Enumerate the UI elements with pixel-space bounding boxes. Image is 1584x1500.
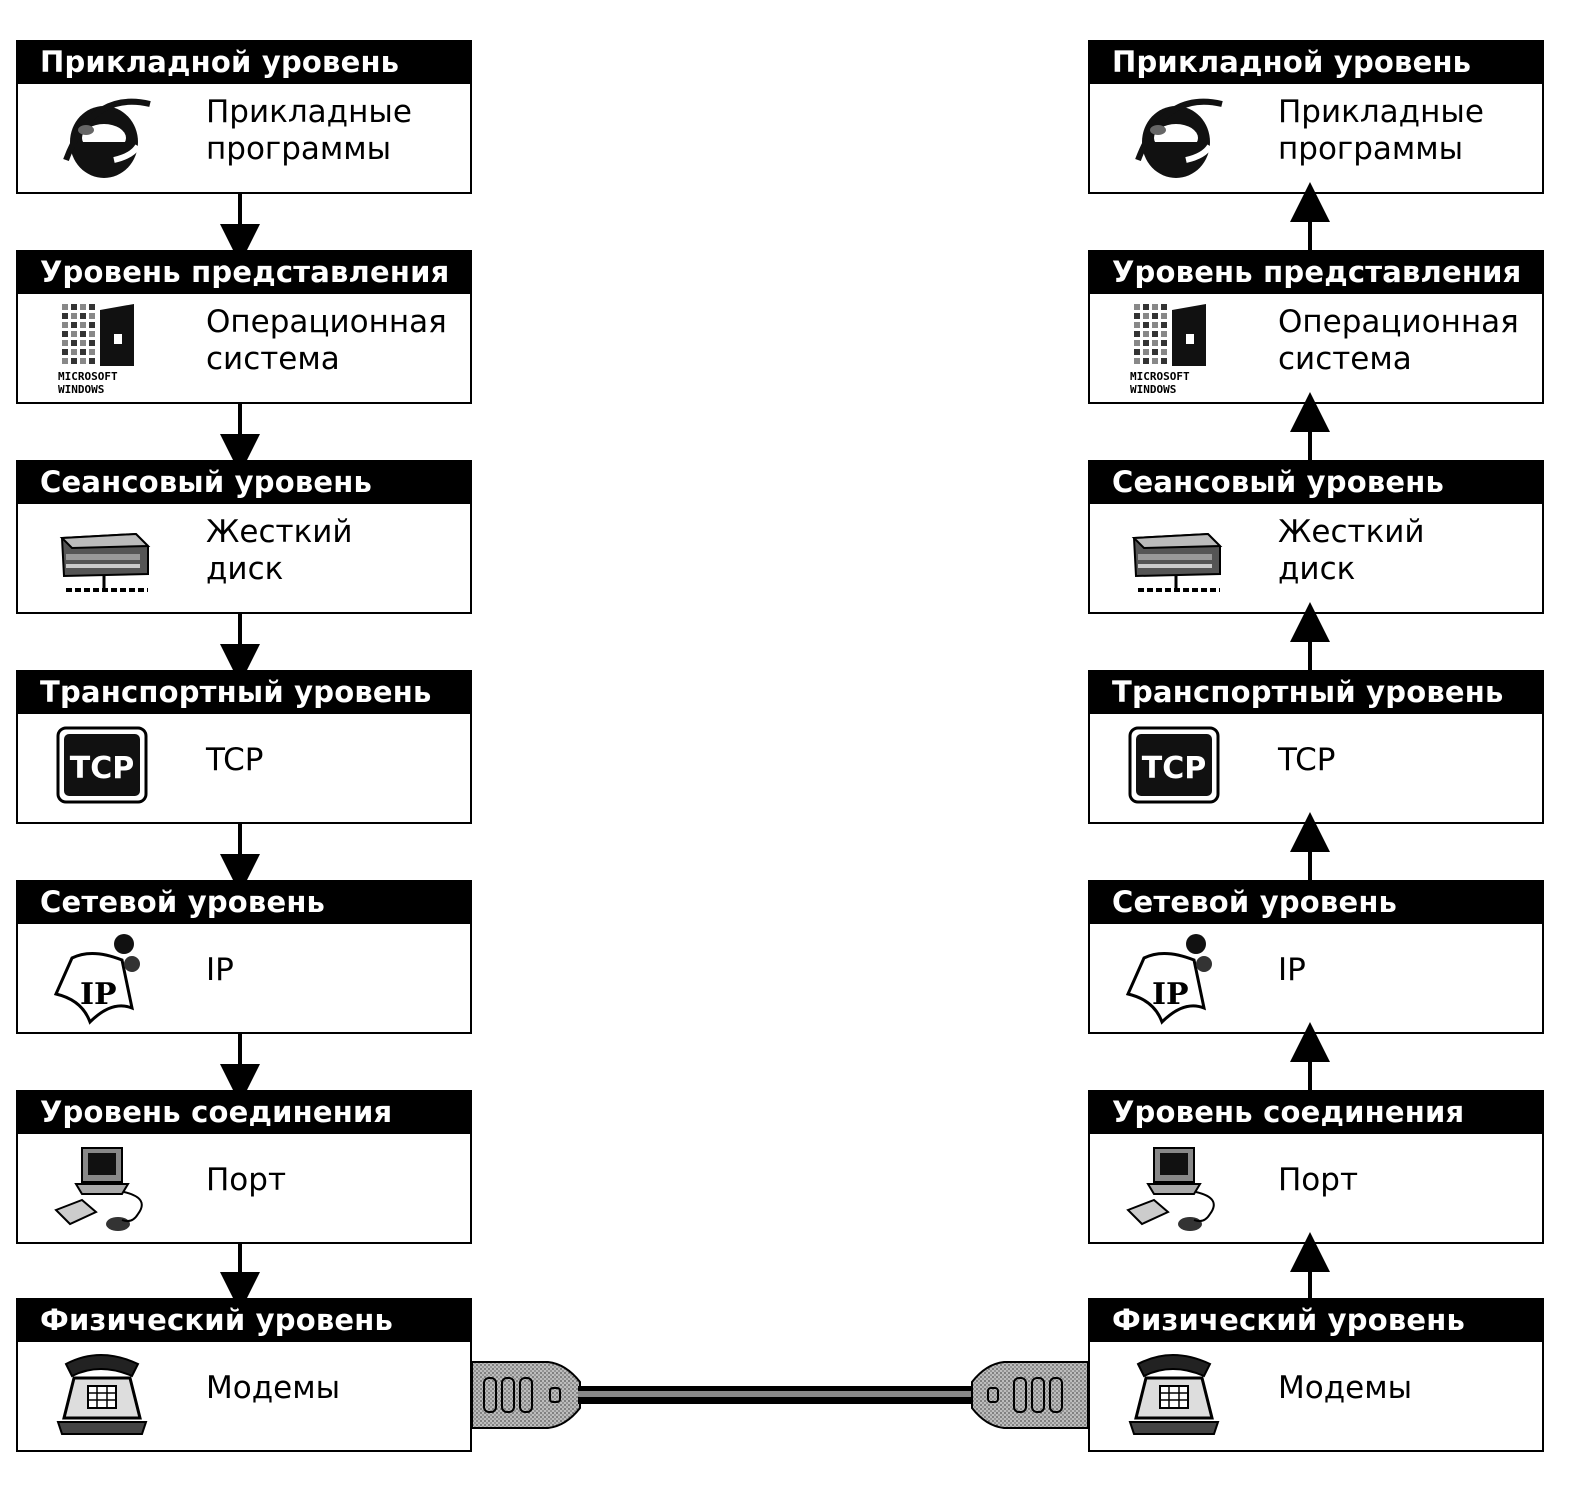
layer-description-line: система xyxy=(1278,341,1412,377)
layer-description-line: IP xyxy=(206,952,234,988)
layer-title: Сетевой уровень xyxy=(1090,882,1542,924)
left-cable-connector xyxy=(472,1362,580,1428)
layer-description-line: Жесткий xyxy=(1278,514,1425,550)
layer-description-line: Модемы xyxy=(206,1370,341,1406)
layer-description-line: программы xyxy=(1278,131,1464,167)
svg-text:TCP: TCP xyxy=(69,751,135,786)
svg-text:MICROSOFT: MICROSOFT xyxy=(1130,370,1190,383)
layer-description-line: программы xyxy=(206,131,392,167)
svg-text:IP: IP xyxy=(1152,977,1189,1012)
layer-description-line: диск xyxy=(206,551,284,587)
layer-description-line: IP xyxy=(1278,952,1306,988)
svg-text:TCP: TCP xyxy=(1141,751,1207,786)
layer-description-line: TCP xyxy=(1278,742,1336,778)
layer-title: Уровень представления xyxy=(18,252,470,294)
layer-title: Сетевой уровень xyxy=(18,882,470,924)
layer-title: Уровень представления xyxy=(1090,252,1542,294)
layer-title: Сеансовый уровень xyxy=(18,462,470,504)
layer-title: Транспортный уровень xyxy=(1090,672,1542,714)
layer-description-line: Порт xyxy=(206,1162,287,1198)
layer-description-line: диск xyxy=(1278,551,1356,587)
svg-text:WINDOWS: WINDOWS xyxy=(58,383,105,396)
layer-description-line: Операционная xyxy=(1278,304,1519,340)
right-cable-connector xyxy=(972,1362,1088,1428)
layer-description-line: Порт xyxy=(1278,1162,1359,1198)
svg-text:IP: IP xyxy=(80,977,117,1012)
layer-title: Физический уровень xyxy=(18,1300,470,1342)
layer-title: Уровень соединения xyxy=(1090,1092,1542,1134)
layer-description-line: Прикладные xyxy=(1278,94,1484,130)
layer-title: Прикладной уровень xyxy=(1090,42,1542,84)
svg-text:MICROSOFT: MICROSOFT xyxy=(58,370,118,383)
svg-text:WINDOWS: WINDOWS xyxy=(1130,383,1177,396)
layer-description-line: Жесткий xyxy=(206,514,353,550)
layer-description-line: Прикладные xyxy=(206,94,412,130)
layer-description-line: система xyxy=(206,341,340,377)
layer-title: Уровень соединения xyxy=(18,1092,470,1134)
layer-description-line: Модемы xyxy=(1278,1370,1413,1406)
layer-title: Прикладной уровень xyxy=(18,42,470,84)
layer-title: Физический уровень xyxy=(1090,1300,1542,1342)
layer-title: Сеансовый уровень xyxy=(1090,462,1542,504)
layer-title: Транспортный уровень xyxy=(18,672,470,714)
layer-description-line: Операционная xyxy=(206,304,447,340)
layer-description-line: TCP xyxy=(206,742,264,778)
